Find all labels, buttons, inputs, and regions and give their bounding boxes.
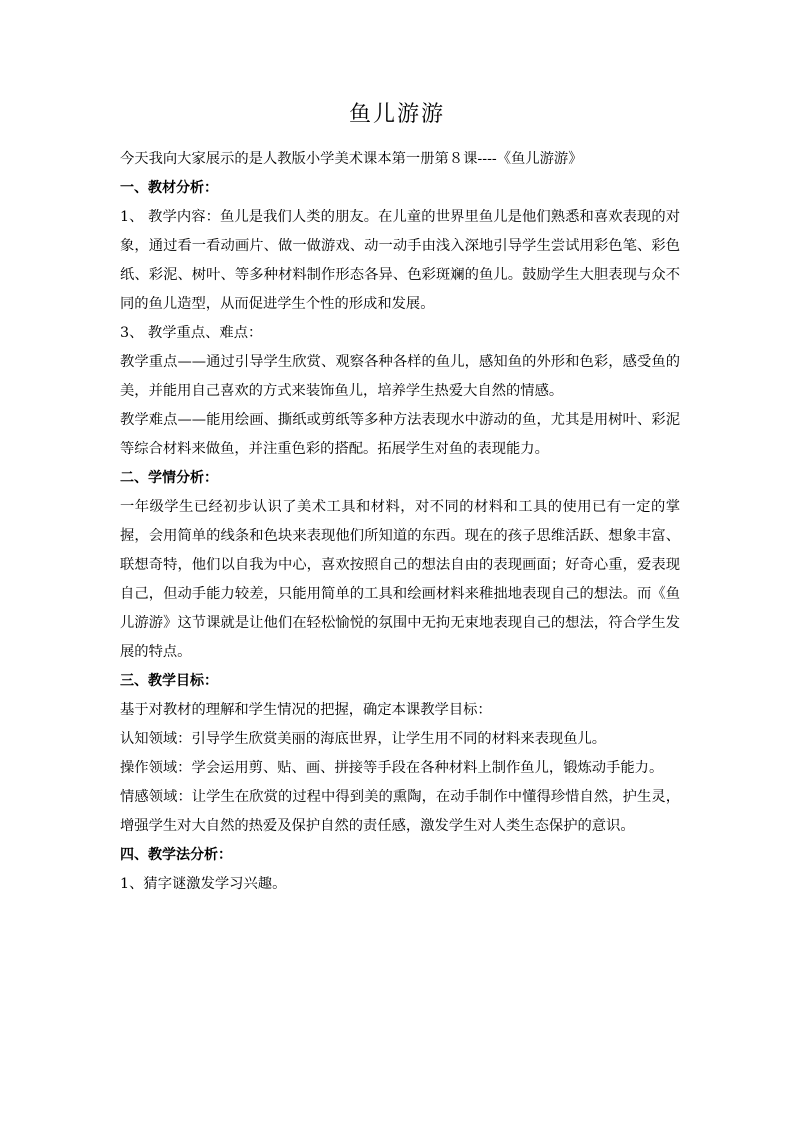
paragraph-difficulties: 教学难点——能用绘画、撕纸或剪纸等多种方法表现水中游动的鱼，尤其是用树叶、彩泥等综合材料来做鱼，并注重色彩的搭配。拓展学生对鱼的表现能力。: [120, 412, 680, 457]
paragraph-students: 一年级学生已经初步认识了美术工具和材料，对不同的材料和工具的使用已有一定的掌握，会用简单的线条和色块来表现他们所知道的东西。现在的孩子思维活跃、想象丰富、联想奇特，他们以自我为中心，喜欢按照自己的想法自由的表现画面；好奇心重，爱表现自己，但动手能力较差，只能用简单的工具和绘画材料来稚拙地表现自己的想法。而《鱼儿游游》这节课就是让他们在轻松愉悦的氛围中无拘无束地表现自己的想法，符合学生发展的特点。: [120, 499, 680, 660]
paragraph-keypoints: 教学重点——通过引导学生欣赏、观察各种各样的鱼儿，感知鱼的外形和色彩，感受鱼的美，并能用自己喜欢的方式来装饰鱼儿，培养学生热爱大自然的情感。: [120, 354, 680, 399]
section-heading-students: 二、学情分析：: [120, 470, 218, 486]
paragraph-content: 1、 教学内容：鱼儿是我们人类的朋友。在儿童的世界里鱼儿是他们熟悉和喜欢表现的对象，通过看一看动画片、做一做游戏、动一动手由浅入深地引导学生尝试用彩色笔、彩色纸、彩泥、树叶、等多种材料制作形态各异、色彩斑斓的鱼儿。鼓励学生大胆表现与众不同的鱼儿造型，从而促进学生个性的形成和发展。: [120, 209, 680, 312]
document-body: [120, 145, 680, 899]
paragraph-goal-cognitive: 认知领域：引导学生欣赏美丽的海底世界，让学生用不同的材料来表现鱼儿。: [120, 731, 607, 747]
paragraph-keypoints-label: 3、 教学重点、难点：: [120, 325, 263, 341]
paragraph-goal-emotion: 情感领域：让学生在欣赏的过程中得到美的熏陶，在动手制作中懂得珍惜自然，护生灵，增强学生对大自然的热爱及保护自然的责任感，激发学生对人类生态保护的意识。: [120, 789, 680, 834]
document-title: 鱼儿游游: [348, 102, 445, 127]
paragraph-goals-intro: 基于对教材的理解和学生情况的把握，确定本课教学目标：: [120, 702, 492, 718]
paragraph-goal-operation: 操作领域：学会运用剪、贴、画、拼接等手段在各种材料上制作鱼儿，锻炼动手能力。: [120, 760, 664, 776]
section-heading-goals: 三、教学目标：: [120, 673, 218, 689]
section-heading-materials: 一、教材分析：: [120, 180, 218, 196]
paragraph-method-1: 1、猜字谜激发学习兴趣。: [120, 876, 287, 892]
section-heading-methods: 四、教学法分析：: [120, 847, 232, 863]
intro-paragraph: 今天我向大家展示的是人教版小学美术课本第一册第８课----《鱼儿游游》: [120, 151, 583, 167]
